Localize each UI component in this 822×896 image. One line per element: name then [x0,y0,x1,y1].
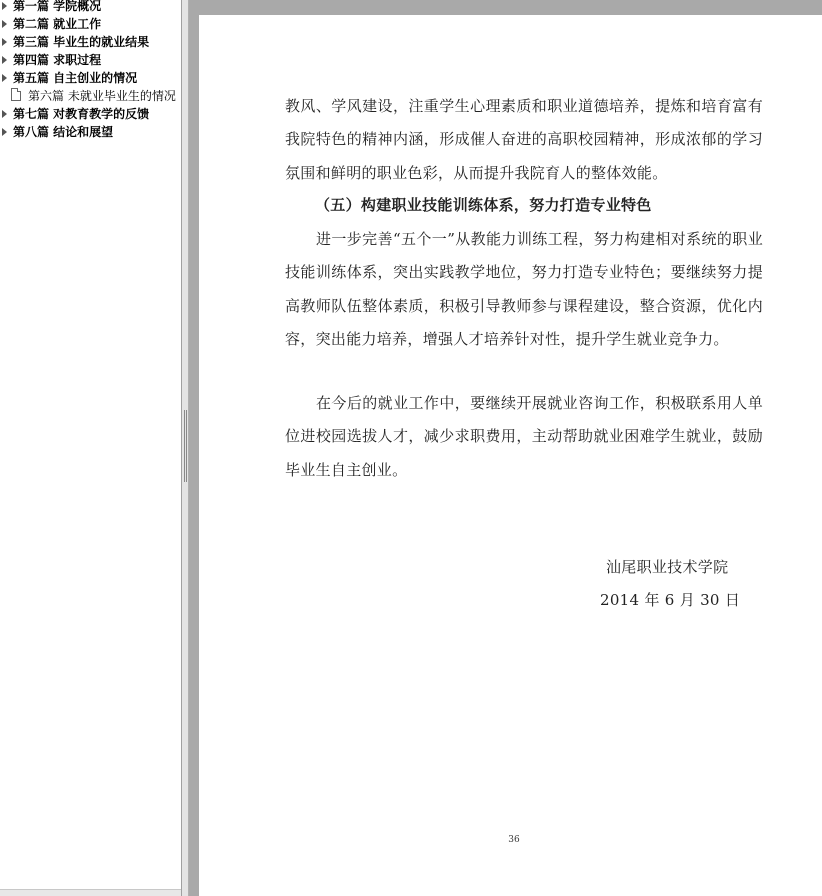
outline-item-label: 第八篇 结论和展望 [13,125,114,139]
outline-item-label: 第二篇 就业工作 [13,17,102,31]
splitter-grip-icon[interactable] [184,410,187,482]
panel-splitter[interactable] [182,0,189,896]
section-heading: （五）构建职业技能训练体系，努力打造专业特色 [315,196,652,214]
signature-organization: 汕尾职业技术学院 [606,558,729,576]
signature-date: 2014 年 6 月 30 日 [600,591,741,609]
expand-arrow-icon[interactable] [2,110,7,118]
outline-item-label: 第七篇 对教育教学的反馈 [13,107,150,121]
expand-arrow-icon[interactable] [2,2,7,10]
document-page [199,15,822,896]
expand-arrow-icon[interactable] [2,38,7,46]
bookmark-outline-panel [0,0,182,896]
outline-item-label: 第五篇 自主创业的情况 [13,71,138,85]
expand-arrow-icon[interactable] [2,128,7,136]
page-icon [11,88,21,101]
paragraph-1: 教风、学风建设，注重学生心理素质和职业道德培养，提炼和培育富有我院特色的精神内涵，形成催人奋进的高职校园精神，形成浓郁的学习氛围和鲜明的职业色彩，从而提升我院育人的整体效能。 [285,97,763,182]
expand-arrow-icon[interactable] [2,20,7,28]
expand-arrow-icon[interactable] [2,74,7,82]
paragraph-3: 在今后的就业工作中，要继续开展就业咨询工作，积极联系用人单位进校园选拔人才，减少求职费用，主动帮助就业困难学生就业，鼓励毕业生自主创业。 [285,394,763,479]
document-viewer[interactable] [189,0,822,896]
outline-item-label: 第一篇 学院概况 [13,0,102,13]
page-number: 36 [508,835,520,845]
outline-item-label: 第四篇 求职过程 [13,53,102,67]
outline-item-label: 第三篇 毕业生的就业结果 [13,35,150,49]
paragraph-2: 进一步完善“五个一”从教能力训练工程，努力构建相对系统的职业技能训练体系，突出实践教学地位，努力打造专业特色；要继续努力提高教师队伍整体素质，积极引导教师参与课程建设，整合资源，优化内容，突出能力培养，增强人才培养针对性，提升学生就业竞争力。 [285,230,763,349]
outline-item-label: 第六篇 未就业毕业生的情况 [28,89,176,103]
sidebar-horizontal-scrollbar[interactable] [0,889,181,896]
expand-arrow-icon[interactable] [2,56,7,64]
